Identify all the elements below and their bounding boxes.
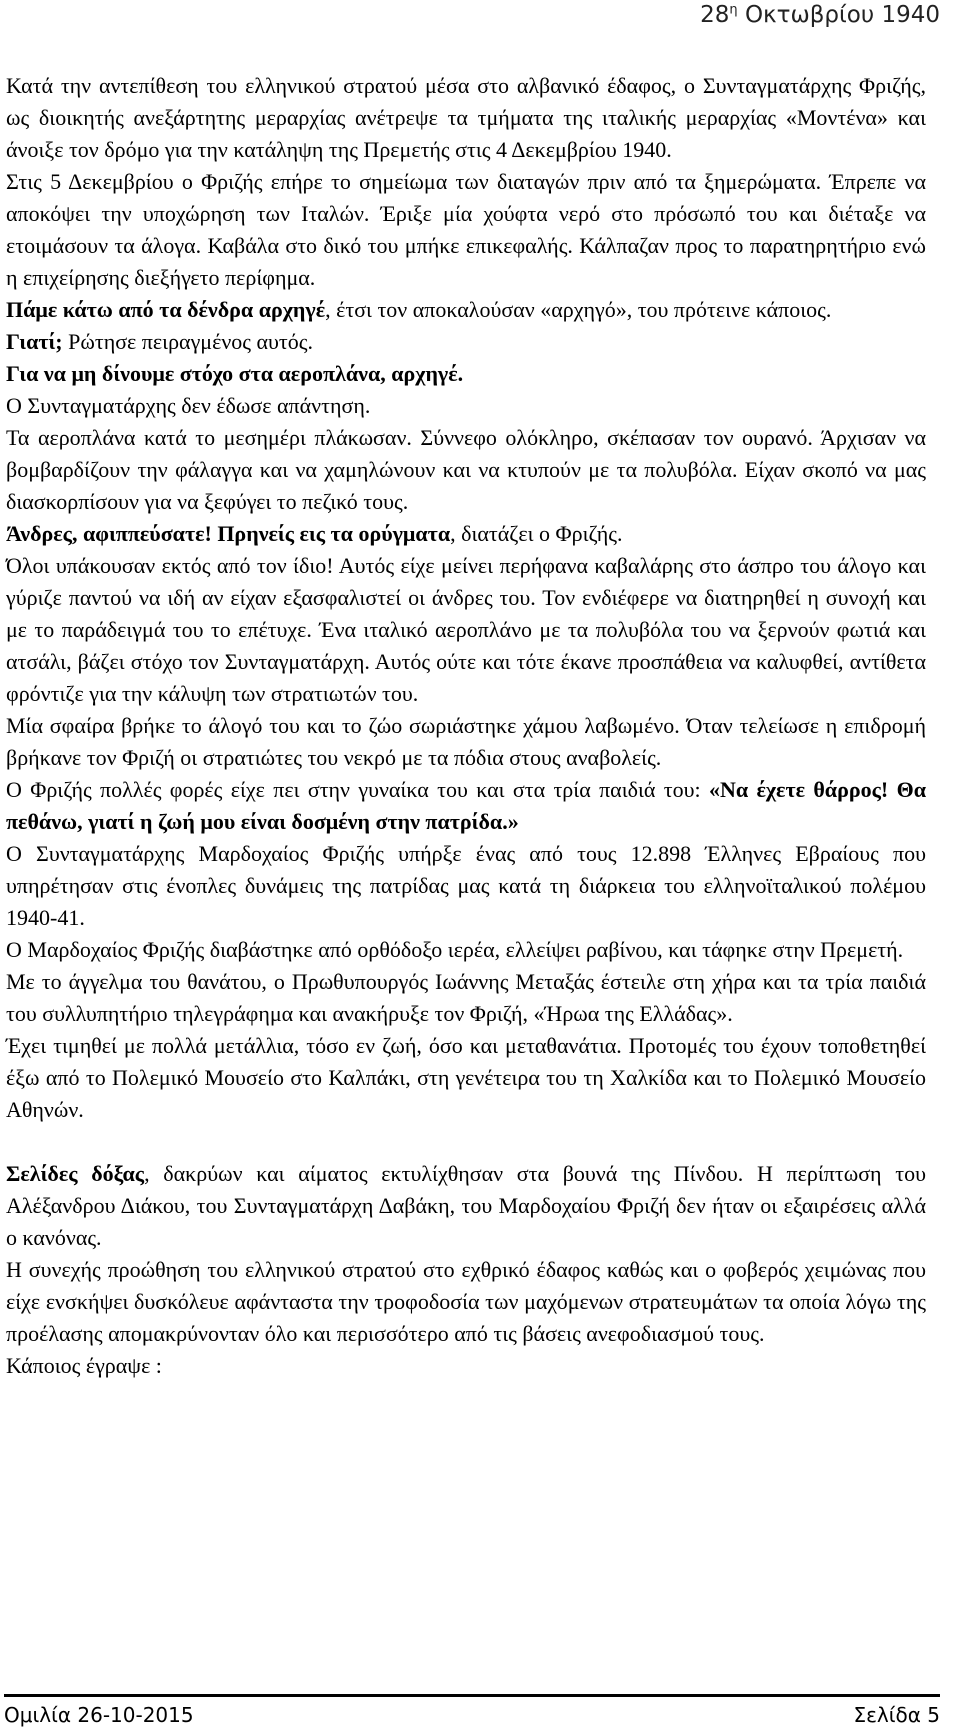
- dialogue-line-3: [6, 358, 926, 390]
- paragraph-advance: Η συνεχής προώθηση του ελληνικού στρατού στο εχθρικό έδαφος καθώς και ο φοβερός χειμώνας που είχε ενσκήψει δυσκόλευε αφάνταστα την τροφοδοσία των μαχόμενων στρατευμάτων τα οποία λόγω της προέλασης απομακρύνονταν όλο και περισσότερο από τις βάσεις ανεφοδιασμού τους.: [6, 1257, 926, 1346]
- quote-bold: «Να έχετε θάρρος! Θα πεθάνω, γιατί η ζωή μου είναι δοσμένη στην πατρίδα.»: [6, 777, 926, 834]
- footer-page-number: Σελίδα 5: [853, 1703, 940, 1727]
- glory-bold: Σελίδες δόξας: [6, 1161, 145, 1186]
- header-date-month-year: Οκτωβρίου 1940: [744, 2, 940, 28]
- paragraph-honors: Έχει τιμηθεί με πολλά μετάλλια, τόσο εν ζωή, όσο και μεταθανάτια. Προτομές του έχουν τοποθετηθεί έξω από το Πολεμικό Μουσείο στο Καλπάκι, στη γενέτειρα του τη Χαλκίδα και το Πολεμικό Μουσείο Αθηνών.: [6, 1033, 926, 1122]
- footer-speech-date: Ομιλία 26-10-2015: [4, 1703, 194, 1727]
- paragraph-burial: Ο Μαρδοχαίος Φριζής διαβάστηκε από ορθόδοξο ιερέα, ελλείψει ραβίνου, και τάφηκε στην Πρεμετή.: [6, 937, 904, 962]
- paragraph-december-5: Στις 5 Δεκεμβρίου ο Φριζής επήρε το σημείωμα των διαταγών πριν από τα ξημερώματα. Έπρεπε να αποκόψει την υποχώρηση των Ιταλών. Έριξε μία χούφτα νερό στο πρόσωπό του και διέταξε να ετοιμάσουν τα άλογα. Καβάλα στο δικό του μπήκε επικεφαλής. Κάλπαζαν προς το παρατηρητήριο ενώ η επιχείρησης διεξήγετο περίφημα.: [6, 169, 926, 290]
- glory-rest: , δακρύων και αίματος εκτυλίχθησαν στα βουνά της Πίνδου. Η περίπτωση του Αλέξανδρου Διάκου, του Συνταγματάρχη Δαβάκη, του Μαρδοχαίου Φριζή δεν ήταν οι εξαιρέσεις αλλά ο κανόνας.: [6, 1161, 927, 1250]
- document-body: [6, 70, 926, 1382]
- dialogue-line-2-bold: Γιατί;: [6, 329, 63, 354]
- dialogue-line-1-bold: Πάμε κάτω από τα δένδρα αρχηγέ: [6, 297, 326, 322]
- dialogue-line-1: [6, 294, 926, 326]
- paragraph-jewish-soldiers: Ο Συνταγματάρχης Μαρδοχαίος Φριζής υπήρξε ένας από τους 12.898 Έλληνες Εβραίους που υπηρέτησαν στις ένοπλες δυνάμεις της πατρίδας μας κατά τη διάρκεια του ελληνοϊταλικού πολέμου 1940-41.: [6, 841, 926, 930]
- quote-intro: Ο Φριζής πολλές φορές είχε πει στην γυναίκα του και στα τρία παιδιά του:: [6, 777, 709, 802]
- paragraph-colonel-on-horse: Όλοι υπάκουσαν εκτός από τον ίδιο! Αυτός είχε μείνει περήφανα καβαλάρης στο άσπρο του άλογο και γύριζε παντού να ιδή αν είχαν εξασφαλιστεί οι άνδρες του. Τον ενδιέφερε να διατηρηθεί η συνοχή και με το παράδειγμά του το επέτυχε. Ένα ιταλικό αεροπλάνο με τα πολυβόλα του να ξερνούν φωτιά και ατσάλι, βάζει στόχο τον Συνταγματάρχη. Αυτός ούτε και τότε έκανε προσπάθεια να καλυφθεί, αντίθετα φρόντιζε για την κάλυψη των στρατιωτών του.: [6, 553, 926, 706]
- dialogue-line-6-rest: , διατάζει ο Φριζής.: [450, 521, 623, 546]
- paragraph-bullet: Μία σφαίρα βρήκε το άλογό του και το ζώο σωριάστηκε χάμου λαβωμένο. Όταν τελείωσε η επιδρομή βρήκανε τον Φριζή οι στρατιώτες του νεκρό με τα πόδια στους αναβολείς.: [6, 713, 926, 770]
- paragraph-glory: [6, 1158, 926, 1254]
- paragraph-someone-wrote: Κάποιος έγραψε :: [6, 1353, 162, 1378]
- dialogue-line-2-rest: Ρώτησε πειραγμένος αυτός.: [62, 329, 313, 354]
- header-date-day: 28: [700, 2, 730, 28]
- dialogue-line-4: Ο Συνταγματάρχης δεν έδωσε απάντηση.: [6, 393, 371, 418]
- paragraph-metaxas: Με το άγγελμα του θανάτου, ο Πρωθυπουργός Ιωάννης Μεταξάς έστειλε στη χήρα και τα τρία παιδιά του συλλυπητήριο τηλεγράφημα και ανακήρυξε τον Φριζή, «Ήρωα της Ελλάδας».: [6, 969, 926, 1026]
- dialogue-line-2: [6, 326, 926, 358]
- dialogue-line-6-bold: Άνδρες, αφιππεύσατε! Πρηνείς εις τα ορύγματα: [6, 521, 451, 546]
- footer-divider: [4, 1694, 940, 1697]
- dialogue-line-3-bold: Για να μη δίνουμε στόχο στα αεροπλάνα, αρχηγέ.: [6, 361, 464, 386]
- dialogue-line-6: [6, 518, 926, 550]
- dialogue-line-1-rest: , έτσι τον αποκαλούσαν «αρχηγό», του πρότεινε κάποιος.: [325, 297, 832, 322]
- paragraph-quote: [6, 774, 926, 838]
- dialogue-line-5: Τα αεροπλάνα κατά το μεσημέρι πλάκωσαν. Σύννεφο ολόκληρο, σκέπασαν τον ουρανό. Άρχισαν να βομβαρδίζουν την φάλαγγα και να χαμηλώνουν και να κτυπούν με τα πολυβόλα. Είχαν σκοπό να μας διασκορπίσουν για να ξεφύγει το πεζικό τους.: [6, 425, 926, 514]
- page-header: [700, 2, 940, 28]
- paragraph-intro: Κατά την αντεπίθεση του ελληνικού στρατού μέσα στο αλβανικό έδαφος, ο Συνταγματάρχης Φριζής, ως διοικητής ανεξάρτητης μεραρχίας ανέτρεψε τα τμήματα της ιταλικής μεραρχίας «Μοντένα» και άνοιξε τον δρόμο για την κατάληψη της Πρεμετής στις 4 Δεκεμβρίου 1940.: [6, 73, 926, 162]
- header-date-suffix: η: [729, 2, 738, 18]
